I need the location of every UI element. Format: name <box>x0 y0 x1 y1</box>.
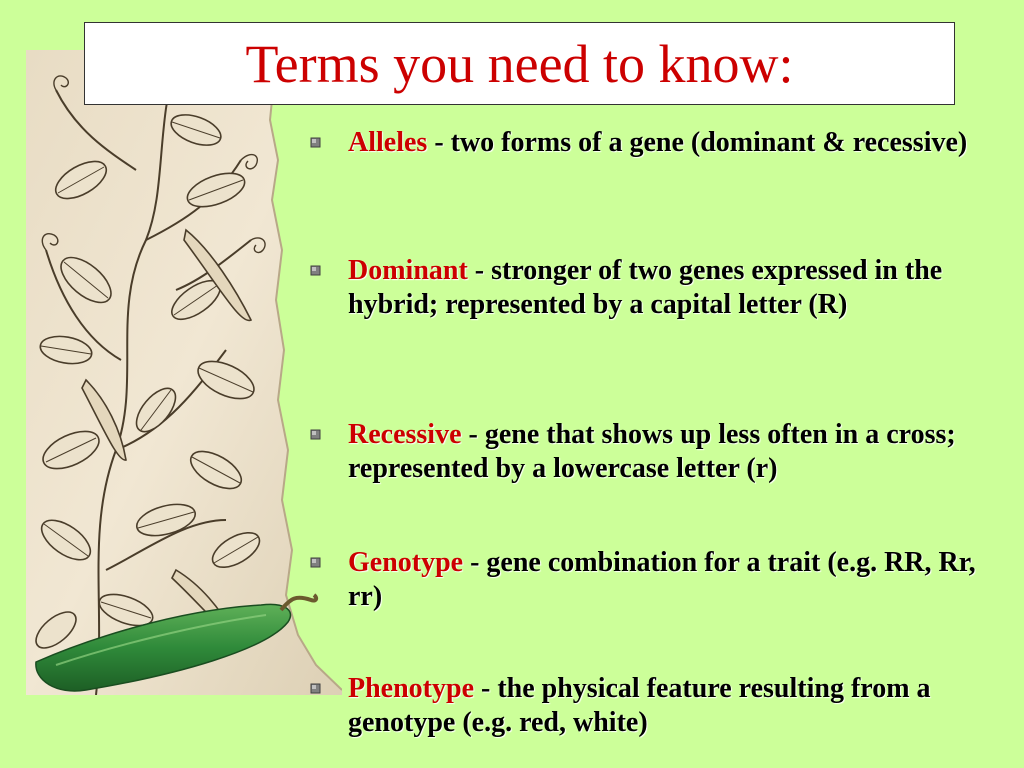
square-bullet-icon <box>310 265 322 277</box>
term-name: Recessive <box>348 419 462 450</box>
term-definition: - two forms of a gene (dominant & recessive) <box>427 127 968 158</box>
square-bullet-icon <box>310 557 322 569</box>
term-item-alleles <box>310 126 1000 160</box>
term-definition: - gene that shows up less often in a cross; represented by a lowercase letter (r) <box>348 419 956 484</box>
term-item-dominant <box>310 254 1000 322</box>
term-text <box>348 418 998 486</box>
term-text <box>348 546 998 614</box>
pea-plant-illustration <box>26 50 342 695</box>
term-name: Dominant <box>348 255 468 286</box>
term-name: Genotype <box>348 547 464 578</box>
slide-title: Terms you need to know: <box>245 33 794 94</box>
term-item-recessive <box>310 418 1000 486</box>
term-text <box>348 672 998 740</box>
square-bullet-icon <box>310 137 322 149</box>
square-bullet-icon <box>310 429 322 441</box>
term-definition: - stronger of two genes expressed in the hybrid; represented by a capital letter (R) <box>348 255 943 320</box>
term-text <box>348 254 998 322</box>
term-definition: - the physical feature resulting from a genotype (e.g. red, white) <box>348 673 931 738</box>
term-definition: - gene combination for a trait (e.g. RR, Rr, rr) <box>348 547 976 612</box>
term-name: Alleles <box>348 127 428 158</box>
title-box <box>84 22 955 105</box>
term-text <box>348 126 998 160</box>
term-item-genotype <box>310 546 1000 614</box>
square-bullet-icon <box>310 683 322 695</box>
term-item-phenotype <box>310 672 1000 740</box>
term-name: Phenotype <box>348 673 474 704</box>
